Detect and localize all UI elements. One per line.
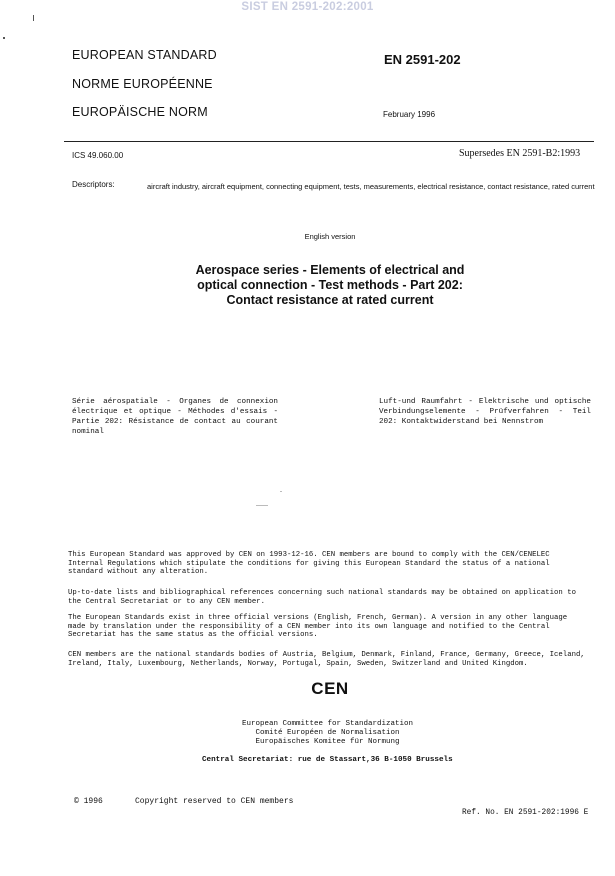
scan-speck [280, 491, 282, 492]
publication-date: February 1996 [383, 110, 436, 119]
reference-number: Ref. No. EN 2591-202:1996 E [462, 809, 589, 817]
cen-names [0, 720, 615, 746]
copyright-text: Copyright reserved to CEN members [135, 797, 294, 806]
cen-logo: CEN [311, 679, 349, 698]
cen-name-de: Europäisches Komitee für Normung [255, 737, 400, 746]
scan-mark [3, 37, 5, 39]
standard-number: EN 2591-202 [384, 52, 461, 67]
scan-mark [33, 15, 34, 21]
title-line-1: Aerospace series - Elements of electrical and [195, 263, 465, 277]
title-line-3: Contact resistance at rated current [226, 293, 434, 307]
standard-label-en: EUROPEAN STANDARD [72, 48, 217, 62]
copyright-year: © 1996 [74, 797, 103, 806]
cen-name-en: European Committee for Standardization [241, 720, 414, 728]
central-secretariat: Central Secretariat: rue de Stassart,36 B-1050 Brussels [202, 756, 453, 764]
supersedes-note: Supersedes EN 2591-B2:1993 [459, 148, 581, 159]
cen-name-fr: Comité Européen de Normalisation [255, 728, 400, 737]
approval-paragraph: This European Standard was approved by CEN on 1993-12-16. CEN members are bound to comply with the CEN/CENELEC Internal Regulations which stipulate the conditions for giving this European Standard the status of a national standard without any alteration. [68, 551, 550, 577]
ics-code: ICS 49.060.00 [72, 151, 124, 160]
title-line-2: optical connection - Test methods - Part 202: [197, 278, 463, 292]
german-title: Luft-und Raumfahrt - Elektrische und optische Verbindungselemente - Prüfverfahren - Teil 202: Kontaktwiderstand bei Nennstrom [379, 398, 591, 426]
document-title [180, 263, 480, 308]
watermark: SIST EN 2591-202:2001 [241, 1, 374, 13]
versions-paragraph: The European Standards exist in three official versions (English, French, German). A version in any other language made by translation under the responsibility of a CEN member into its own language and notified to the Central Secretariat has the same status as the official versions. [68, 614, 568, 640]
members-paragraph: CEN members are the national standards bodies of Austria, Belgium, Denmark, Finland, France, Germany, Greece, Iceland, Ireland, Italy, Luxembourg, Netherlands, Norway, Portugal, Spain, Sweden, Switzerland and United Kingdom. [68, 651, 585, 668]
descriptors-text: aircraft industry, aircraft equipment, connecting equipment, tests, measurements, electrical resistance, contact resistance, rated current [147, 182, 595, 191]
header-rule [64, 141, 594, 142]
descriptors-label: Descriptors: [72, 180, 115, 189]
standard-label-de: EUROPÄISCHE NORM [72, 105, 208, 119]
language-version: English version [304, 232, 356, 241]
scan-speck [256, 505, 268, 506]
standard-label-fr: NORME EUROPÉENNE [72, 77, 213, 91]
references-paragraph: Up-to-date lists and bibliographical references concerning such national standards may be obtained on application to the Central Secretariat or to any CEN member. [68, 589, 576, 606]
french-title: Série aérospatiale - Organes de connexion électrique et optique - Méthodes d'essais - Partie 202: Résistance de contact au courant nominal [72, 398, 278, 436]
